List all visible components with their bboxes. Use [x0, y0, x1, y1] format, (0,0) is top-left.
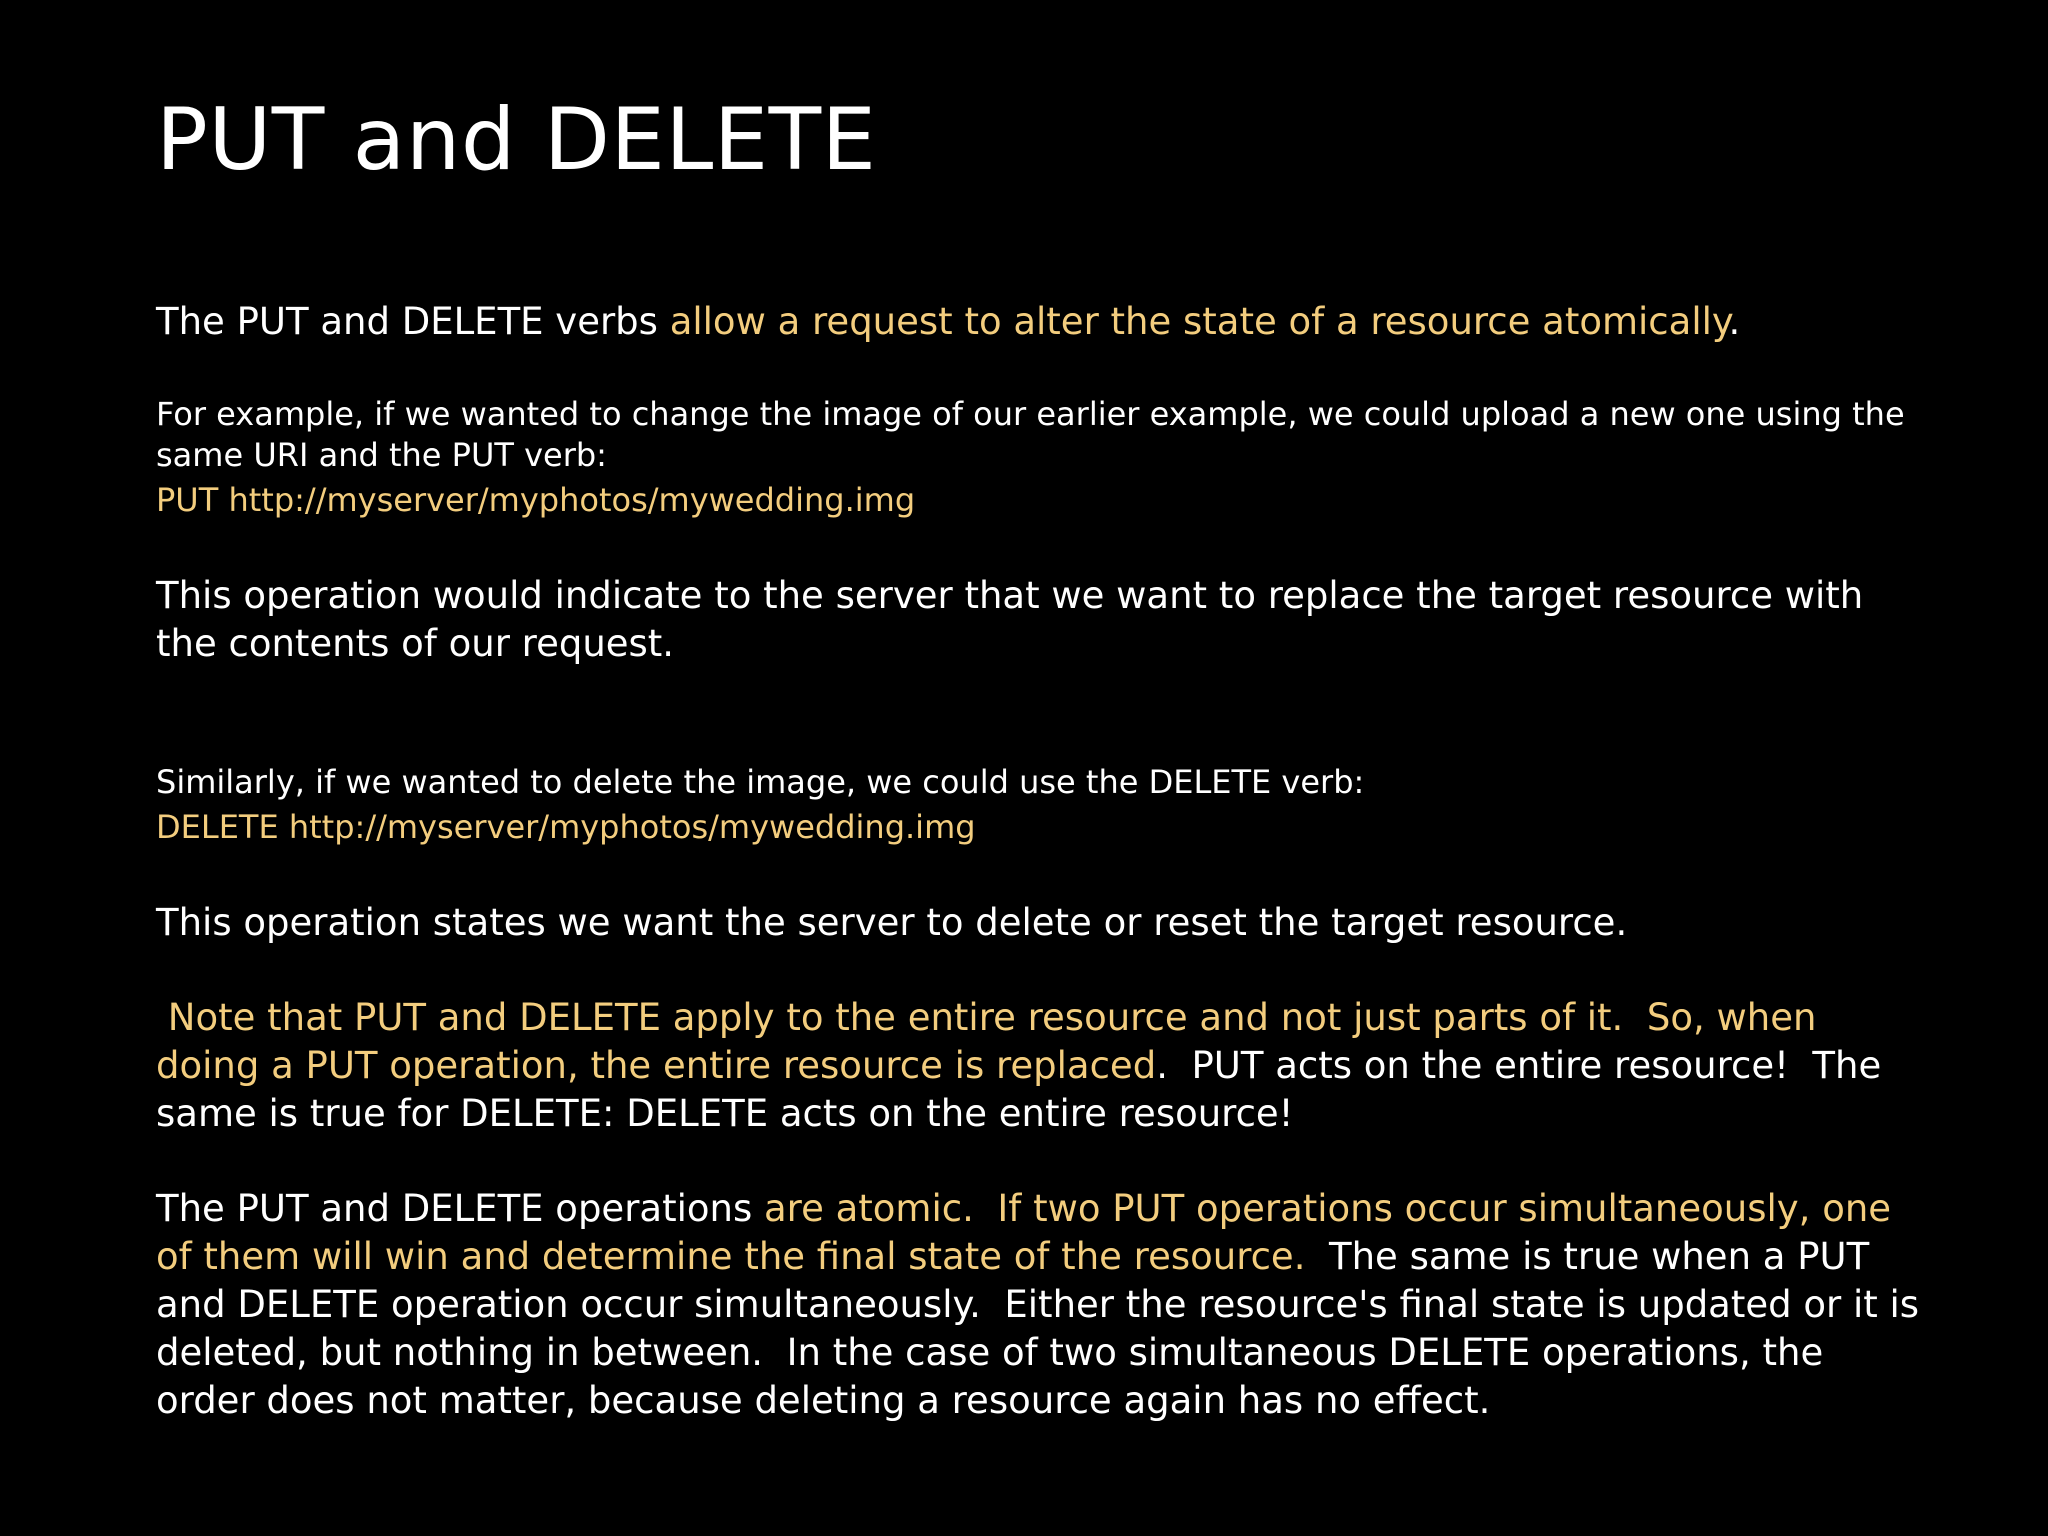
slide-title: PUT and DELETE — [156, 90, 877, 190]
intro-paragraph — [156, 298, 1896, 346]
note-line-3: same is true for DELETE: DELETE acts on the entire resource! — [156, 1092, 1294, 1135]
note-line-2 — [156, 1042, 1896, 1090]
put-example-line-2: same URI and the PUT verb: — [156, 436, 607, 474]
note-line-1: Note that PUT and DELETE apply to the entire resource and not just parts of it. So, when — [156, 996, 1817, 1039]
put-explanation-paragraph — [156, 572, 1896, 668]
delete-explanation — [156, 899, 1896, 947]
put-explanation-line-2: the contents of our request. — [156, 622, 675, 665]
put-request: PUT http://myserver/myphotos/mywedding.img — [156, 481, 916, 519]
put-explanation-line-1: This operation would indicate to the server that we want to replace the target resource with — [156, 574, 1864, 617]
atomic-line-2-highlight: of them will win and determine the final state of the resource. — [156, 1235, 1306, 1278]
atomic-line-3: and DELETE operation occur simultaneously. Either the resource's final state is updated or it is — [156, 1283, 1920, 1326]
delete-request: DELETE http://myserver/myphotos/mywedding.img — [156, 808, 976, 846]
atomic-line-5: order does not matter, because deleting a resource again has no effect. — [156, 1379, 1491, 1422]
atomic-paragraph — [156, 1185, 1920, 1425]
atomic-line-1 — [156, 1185, 1896, 1233]
note-paragraph — [156, 994, 1896, 1138]
atomic-line-1-text: The PUT and DELETE operations — [156, 1187, 764, 1230]
atomic-line-2-text: The same is true when a PUT — [1305, 1235, 1870, 1278]
intro-period: . — [1728, 300, 1741, 343]
atomic-line-1-highlight: are atomic. If two PUT operations occur simultaneously, one — [764, 1187, 1892, 1230]
intro-highlight: allow a request to alter the state of a resource atomically — [669, 300, 1729, 343]
note-line-2-highlight: doing a PUT operation, the entire resource is replaced — [156, 1044, 1157, 1087]
intro-text: The PUT and DELETE verbs — [156, 300, 670, 343]
atomic-line-2 — [156, 1233, 1896, 1281]
put-example-line-1: For example, if we wanted to change the image of our earlier example, we could upload a new one using the — [156, 395, 1905, 433]
put-example-paragraph — [156, 394, 1905, 521]
delete-example-line-1: Similarly, if we wanted to delete the image, we could use the DELETE verb: — [156, 763, 1365, 801]
delete-example-paragraph — [156, 762, 1896, 848]
note-line-2-text: . PUT acts on the entire resource! The — [1156, 1044, 1882, 1087]
delete-explanation-line: This operation states we want the server to delete or reset the target resource. — [156, 901, 1628, 944]
atomic-line-4: deleted, but nothing in between. In the case of two simultaneous DELETE operations, the — [156, 1331, 1824, 1374]
